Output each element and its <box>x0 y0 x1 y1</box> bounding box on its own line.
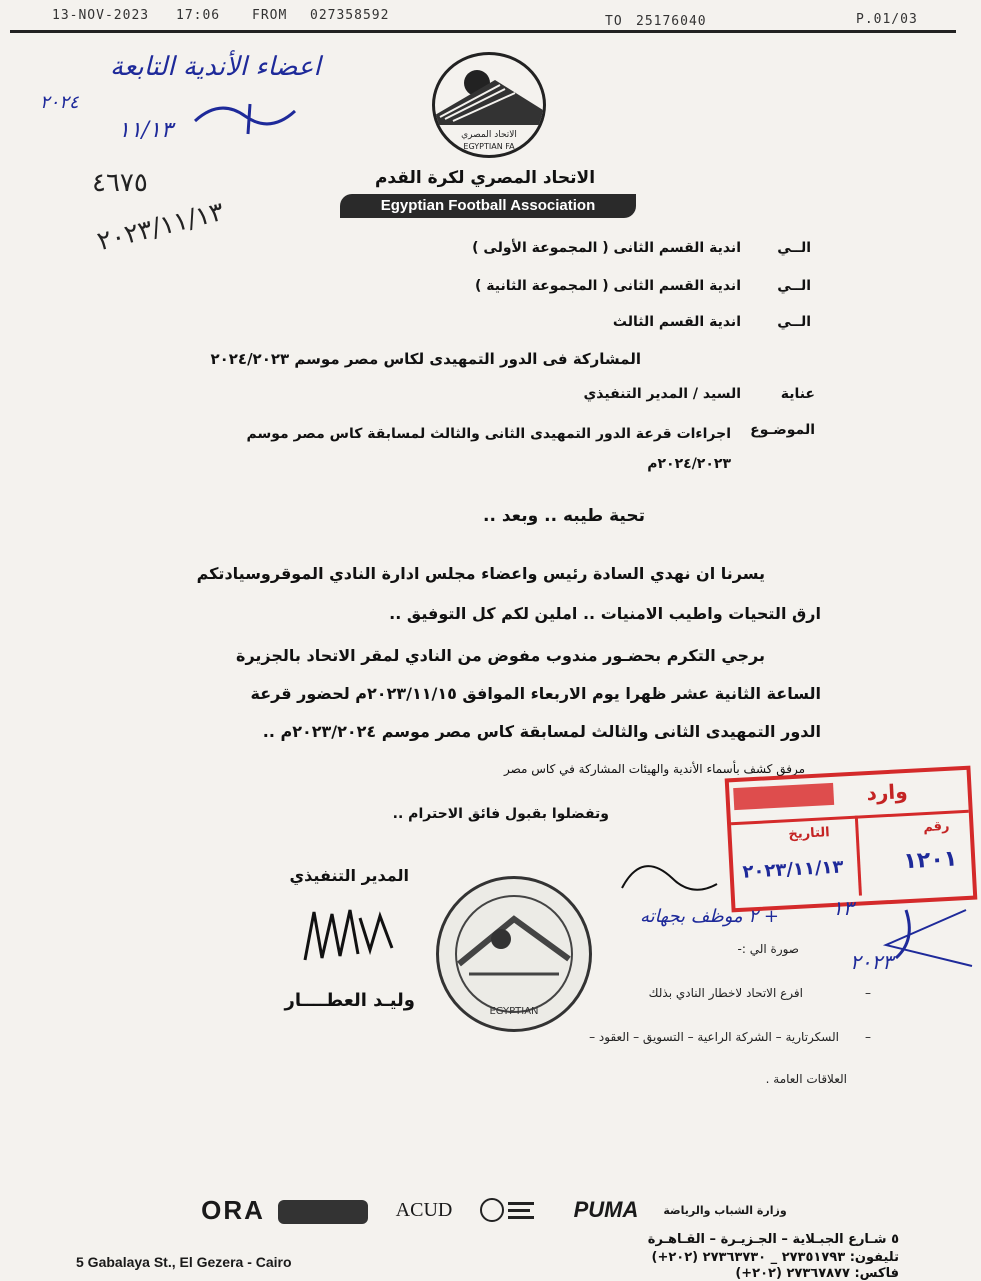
copy-to-item-3: العلاقات العامة . <box>765 1072 847 1086</box>
fax-header-rule <box>10 30 956 33</box>
fax-from-number: 027358592 <box>310 8 390 23</box>
sponsor-acud-logo: ACUD <box>395 1198 453 1221</box>
attention-label: عناية <box>780 386 815 402</box>
footer-fax: فاكس: ٢٧٣٦٧٨٧٧ (٢٠٢+) <box>735 1266 899 1281</box>
sponsor-ora-logo: ORA <box>201 1194 265 1225</box>
fax-to-number: 25176040 <box>636 14 707 29</box>
to-label-1: الــي <box>777 240 811 256</box>
stamp-date-label: التاريخ <box>788 825 831 843</box>
stamp-no-value: ١٢٠١ <box>902 846 958 875</box>
handwritten-note-line1: اعضاء الأندية التابعة <box>110 52 321 82</box>
copy-to-label: صورة الي :- <box>737 942 799 956</box>
body-paragraph2-line2: الساعة الثانية عشر ظهرا يوم الاربعاء الموافق ٢٠٢٣/١١/١٥م لحضور قرعة <box>250 684 821 703</box>
handwritten-staff-note: + ٢ موظف بجهاته <box>640 906 779 927</box>
handwritten-note-date: ١١/١٣ <box>118 118 173 143</box>
closing-line: وتفضلوا بقبول فائق الاحترام .. <box>392 806 609 822</box>
body-paragraph2-line3: الدور التمهيدى الثانى والثالث لمسابقة كاس مصر موسم ٢٠٢٣/٢٠٢٤م .. <box>262 722 821 741</box>
attachment-note: مرفق كشف بأسماء الأندية والهيئات المشاركة في كاس مصر <box>504 762 805 776</box>
svg-text:EGYPTIAN FA: EGYPTIAN FA <box>463 142 515 151</box>
fax-page: P.01/03 <box>856 12 918 27</box>
org-name-arabic: الاتحاد المصري لكرة القدم <box>374 168 596 188</box>
signature-name: وليـد العطــــار <box>284 990 415 1011</box>
footer-address-arabic: ٥ شـارع الجبـلاية – الجـزيـرة – القـاهـرة <box>647 1232 899 1247</box>
fax-from-label: FROM <box>252 8 288 23</box>
copy-to-dash-1: – <box>865 986 871 1000</box>
stamp-date-value: ٢٠٢٣/١١/١٣ <box>741 856 845 883</box>
efa-logo-graphic-icon <box>435 55 543 155</box>
sponsor-bank-logo-icon <box>478 1194 538 1226</box>
subject-line-2: ٢٠٢٤/٢٠٢٣م <box>647 456 731 472</box>
body-paragraph1-line1: يسرنا ان نهدي السادة رئيس واعضاء مجلس ادارة النادي الموقروسيادتكم <box>196 564 765 583</box>
sponsor-ministry-logo: وزارة الشباب والرياضة <box>663 1203 787 1217</box>
handwritten-initial-icon <box>190 96 300 136</box>
subject-line-1: اجراءات قرعة الدور التمهيدى الثانى والثالث لمسابقة كاس مصر موسم <box>246 426 731 442</box>
handwritten-note-year: ٢٠٢٤ <box>40 92 79 113</box>
fax-date: 13-NOV-2023 <box>52 8 150 23</box>
handwritten-number: ١٣ <box>832 896 854 920</box>
recipient-line-3: اندية القسم الثالث <box>612 314 741 330</box>
copy-to-item-2: السكرتارية – الشركة الراعية – التسويق – العقود – <box>589 1030 839 1044</box>
handwritten-signature-icon <box>300 900 400 970</box>
fax-time: 17:06 <box>176 8 221 23</box>
org-name-english: Egyptian Football Association <box>380 197 596 214</box>
stamp-no-label: رقم <box>922 818 950 836</box>
svg-text:الاتحاد المصري: الاتحاد المصري <box>461 130 517 140</box>
sponsor-dark-logo <box>278 1200 368 1224</box>
subject-label: الموضـوع <box>750 422 815 438</box>
handwritten-year: ٢٠٢٣ <box>850 950 893 974</box>
stamp-redacted-area <box>733 783 834 810</box>
participation-line: المشاركة فى الدور التمهيدى لكاس مصر موسم ٢٠٢٤/٢٠٢٣ <box>210 350 641 368</box>
recipient-line-2: اندية القسم الثانى ( المجموعة الثانية ) <box>475 278 741 294</box>
efa-logo <box>432 52 546 158</box>
handwritten-ref-date: ٢٠٢٣/١١/١٣ <box>94 196 227 258</box>
copy-to-item-1: افرع الاتحاد لاخطار النادي بذلك <box>648 986 803 1000</box>
handwritten-arrow-icon <box>836 900 976 970</box>
copy-to-dash-2: – <box>865 1030 871 1044</box>
recipient-line-1: اندية القسم الثانى ( المجموعة الأولى ) <box>472 240 741 256</box>
to-label-2: الــي <box>777 278 811 294</box>
body-paragraph1-line2: ارق التحيات واطيب الامنيات .. املين لكم كل التوفيق .. <box>389 604 821 623</box>
attention-value: السيد / المدير التنفيذي <box>583 386 741 402</box>
greeting: تحية طيبه .. وبعد .. <box>483 506 645 526</box>
fax-to-label: TO <box>605 14 623 29</box>
sponsor-puma-logo: PUMA <box>573 1197 639 1222</box>
org-name-english-banner <box>340 194 636 218</box>
footer-phone: تليفون: ٢٧٣٥١٧٩٣ _ ٢٧٣٦٣٧٣٠ (٢٠٢+) <box>651 1250 899 1265</box>
stamp-divider-v <box>855 816 862 896</box>
stamp-header: وارد <box>865 778 909 806</box>
handwritten-ref-number: ٤٦٧٥ <box>92 168 148 198</box>
seal-graphic-icon <box>439 879 589 1029</box>
signature-title: المدير التنفيذي <box>289 866 409 885</box>
svg-text:EGYPTIAN: EGYPTIAN <box>489 1006 539 1017</box>
to-label-3: الــي <box>777 314 811 330</box>
footer-address-english: 5 Gabalaya St., El Gezera - Cairo <box>76 1254 292 1270</box>
incoming-stamp <box>725 766 978 913</box>
official-seal <box>436 876 592 1032</box>
body-paragraph2-line1: برجي التكرم بحضـور مندوب مفوض من النادي لمقر الاتحاد بالجزيرة <box>236 646 765 665</box>
